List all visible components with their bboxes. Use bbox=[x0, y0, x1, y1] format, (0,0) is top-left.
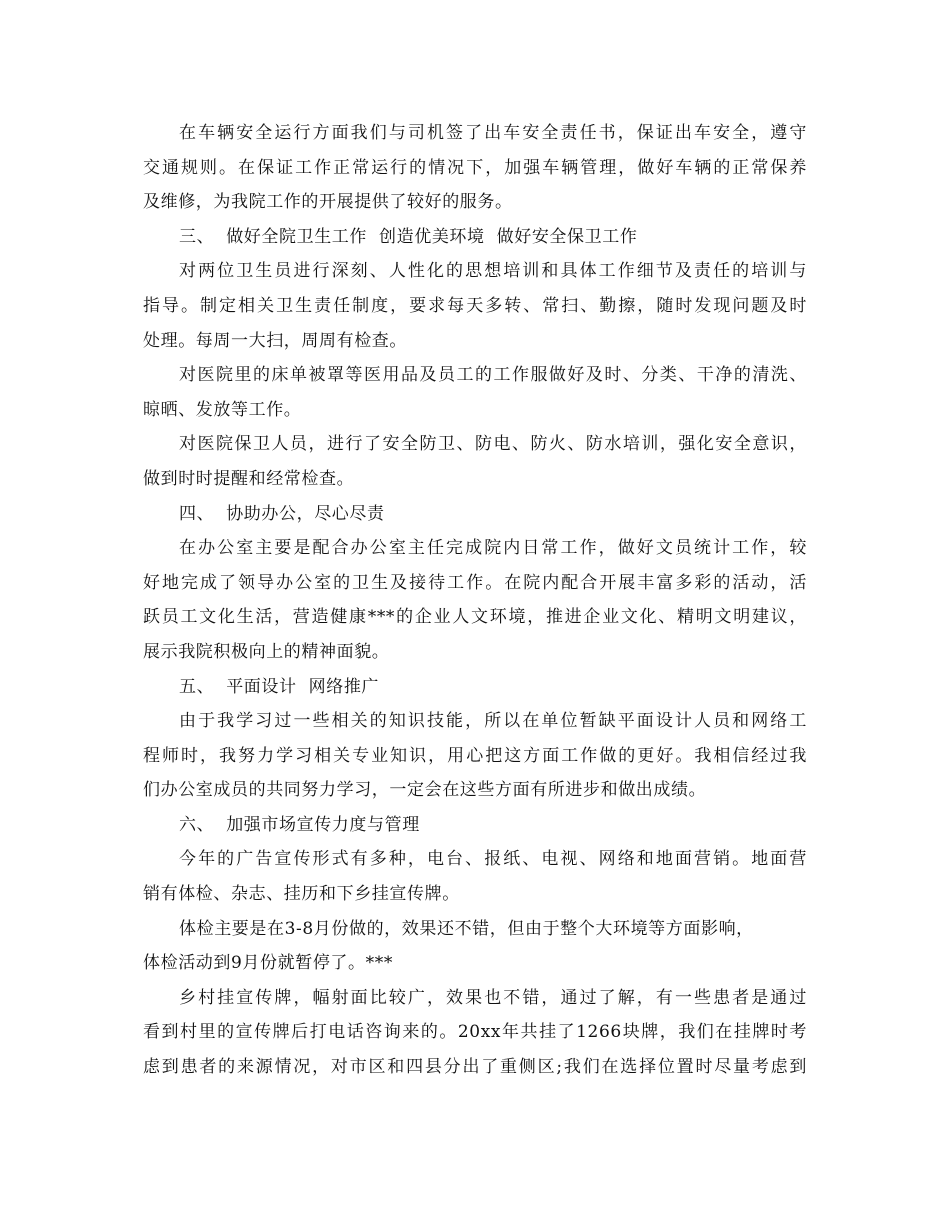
text-line: 交通规则。在保证工作正常运行的情况下，加强车辆管理，做好车辆的正常保养 bbox=[143, 157, 807, 178]
text-line: 晾晒、发放等工作。 bbox=[143, 399, 302, 420]
text-line: 好地完成了领导办公室的卫生及接待工作。在院内配合开展丰富多彩的活动，活 bbox=[143, 572, 807, 593]
section-heading: 五、 平面设计 网络推广 bbox=[179, 676, 380, 697]
text-line: 对两位卫生员进行深刻、人性化的思想培训和具体工作细节及责任的培训与 bbox=[179, 261, 807, 282]
text-line: 由于我学习过一些相关的知识技能，所以在单位暂缺平面设计人员和网络工 bbox=[179, 711, 807, 732]
text-line: 在车辆安全运行方面我们与司机签了出车安全责任书，保证出车安全，遵守 bbox=[179, 123, 807, 143]
text-line: 指导。制定相关卫生责任制度，要求每天多转、常扫、勤擦，随时发现问题及时 bbox=[143, 295, 807, 316]
text-line: 做到时时提醒和经常检查。 bbox=[143, 468, 355, 489]
text-line: 销有体检、杂志、挂历和下乡挂宣传牌。 bbox=[143, 884, 460, 905]
section-heading: 三、 做好全院卫生工作 创造优美环境 做好安全保卫工作 bbox=[179, 226, 638, 247]
text-line: 体检活动到9月份就暂停了。*** bbox=[143, 953, 393, 974]
text-line: 处理。每周一大扫，周周有检查。 bbox=[143, 330, 407, 351]
document-page bbox=[143, 116, 807, 1085]
text-line: 对医院保卫人员，进行了安全防卫、防电、防火、防水培训，强化安全意识， bbox=[179, 434, 807, 455]
section-heading: 六、 加强市场宣传力度与管理 bbox=[179, 814, 420, 835]
section-heading: 四、 协助办公，尽心尽责 bbox=[179, 503, 385, 524]
text-line: 体检主要是在3-8月份做的，效果还不错，但由于整个大环境等方面影响， bbox=[179, 918, 754, 939]
text-line: 对医院里的床单被罩等医用品及员工的工作服做好及时、分类、干净的清洗、 bbox=[179, 365, 807, 386]
text-line: 乡村挂宣传牌，幅射面比较广，效果也不错，通过了解，有一些患者是通过 bbox=[179, 987, 807, 1008]
text-line: 虑到患者的来源情况，对市区和四县分出了重侧区;我们在选择位置时尽量考虑到 bbox=[143, 1057, 807, 1078]
text-line: 在办公室主要是配合办公室主任完成院内日常工作，做好文员统计工作，较 bbox=[179, 538, 807, 559]
text-line: 看到村里的宣传牌后打电话咨询来的。20xx年共挂了1266块牌，我们在挂牌时考 bbox=[143, 1022, 807, 1043]
text-line: 展示我院积极向上的精神面貌。 bbox=[143, 641, 390, 662]
text-line: 及维修，为我院工作的开展提供了较好的服务。 bbox=[143, 192, 513, 213]
text-line: 今年的广告宣传形式有多种，电台、报纸、电视、网络和地面营销。地面营 bbox=[179, 849, 807, 870]
text-line: 们办公室成员的共同努力学习，一定会在这些方面有所进步和做出成绩。 bbox=[143, 780, 707, 801]
text-line: 程师时，我努力学习相关专业知识，用心把这方面工作做的更好。我相信经过我 bbox=[143, 745, 807, 766]
text-line: 跃员工文化生活，营造健康***的企业人文环境，推进企业文化、精明文明建议， bbox=[143, 607, 807, 628]
